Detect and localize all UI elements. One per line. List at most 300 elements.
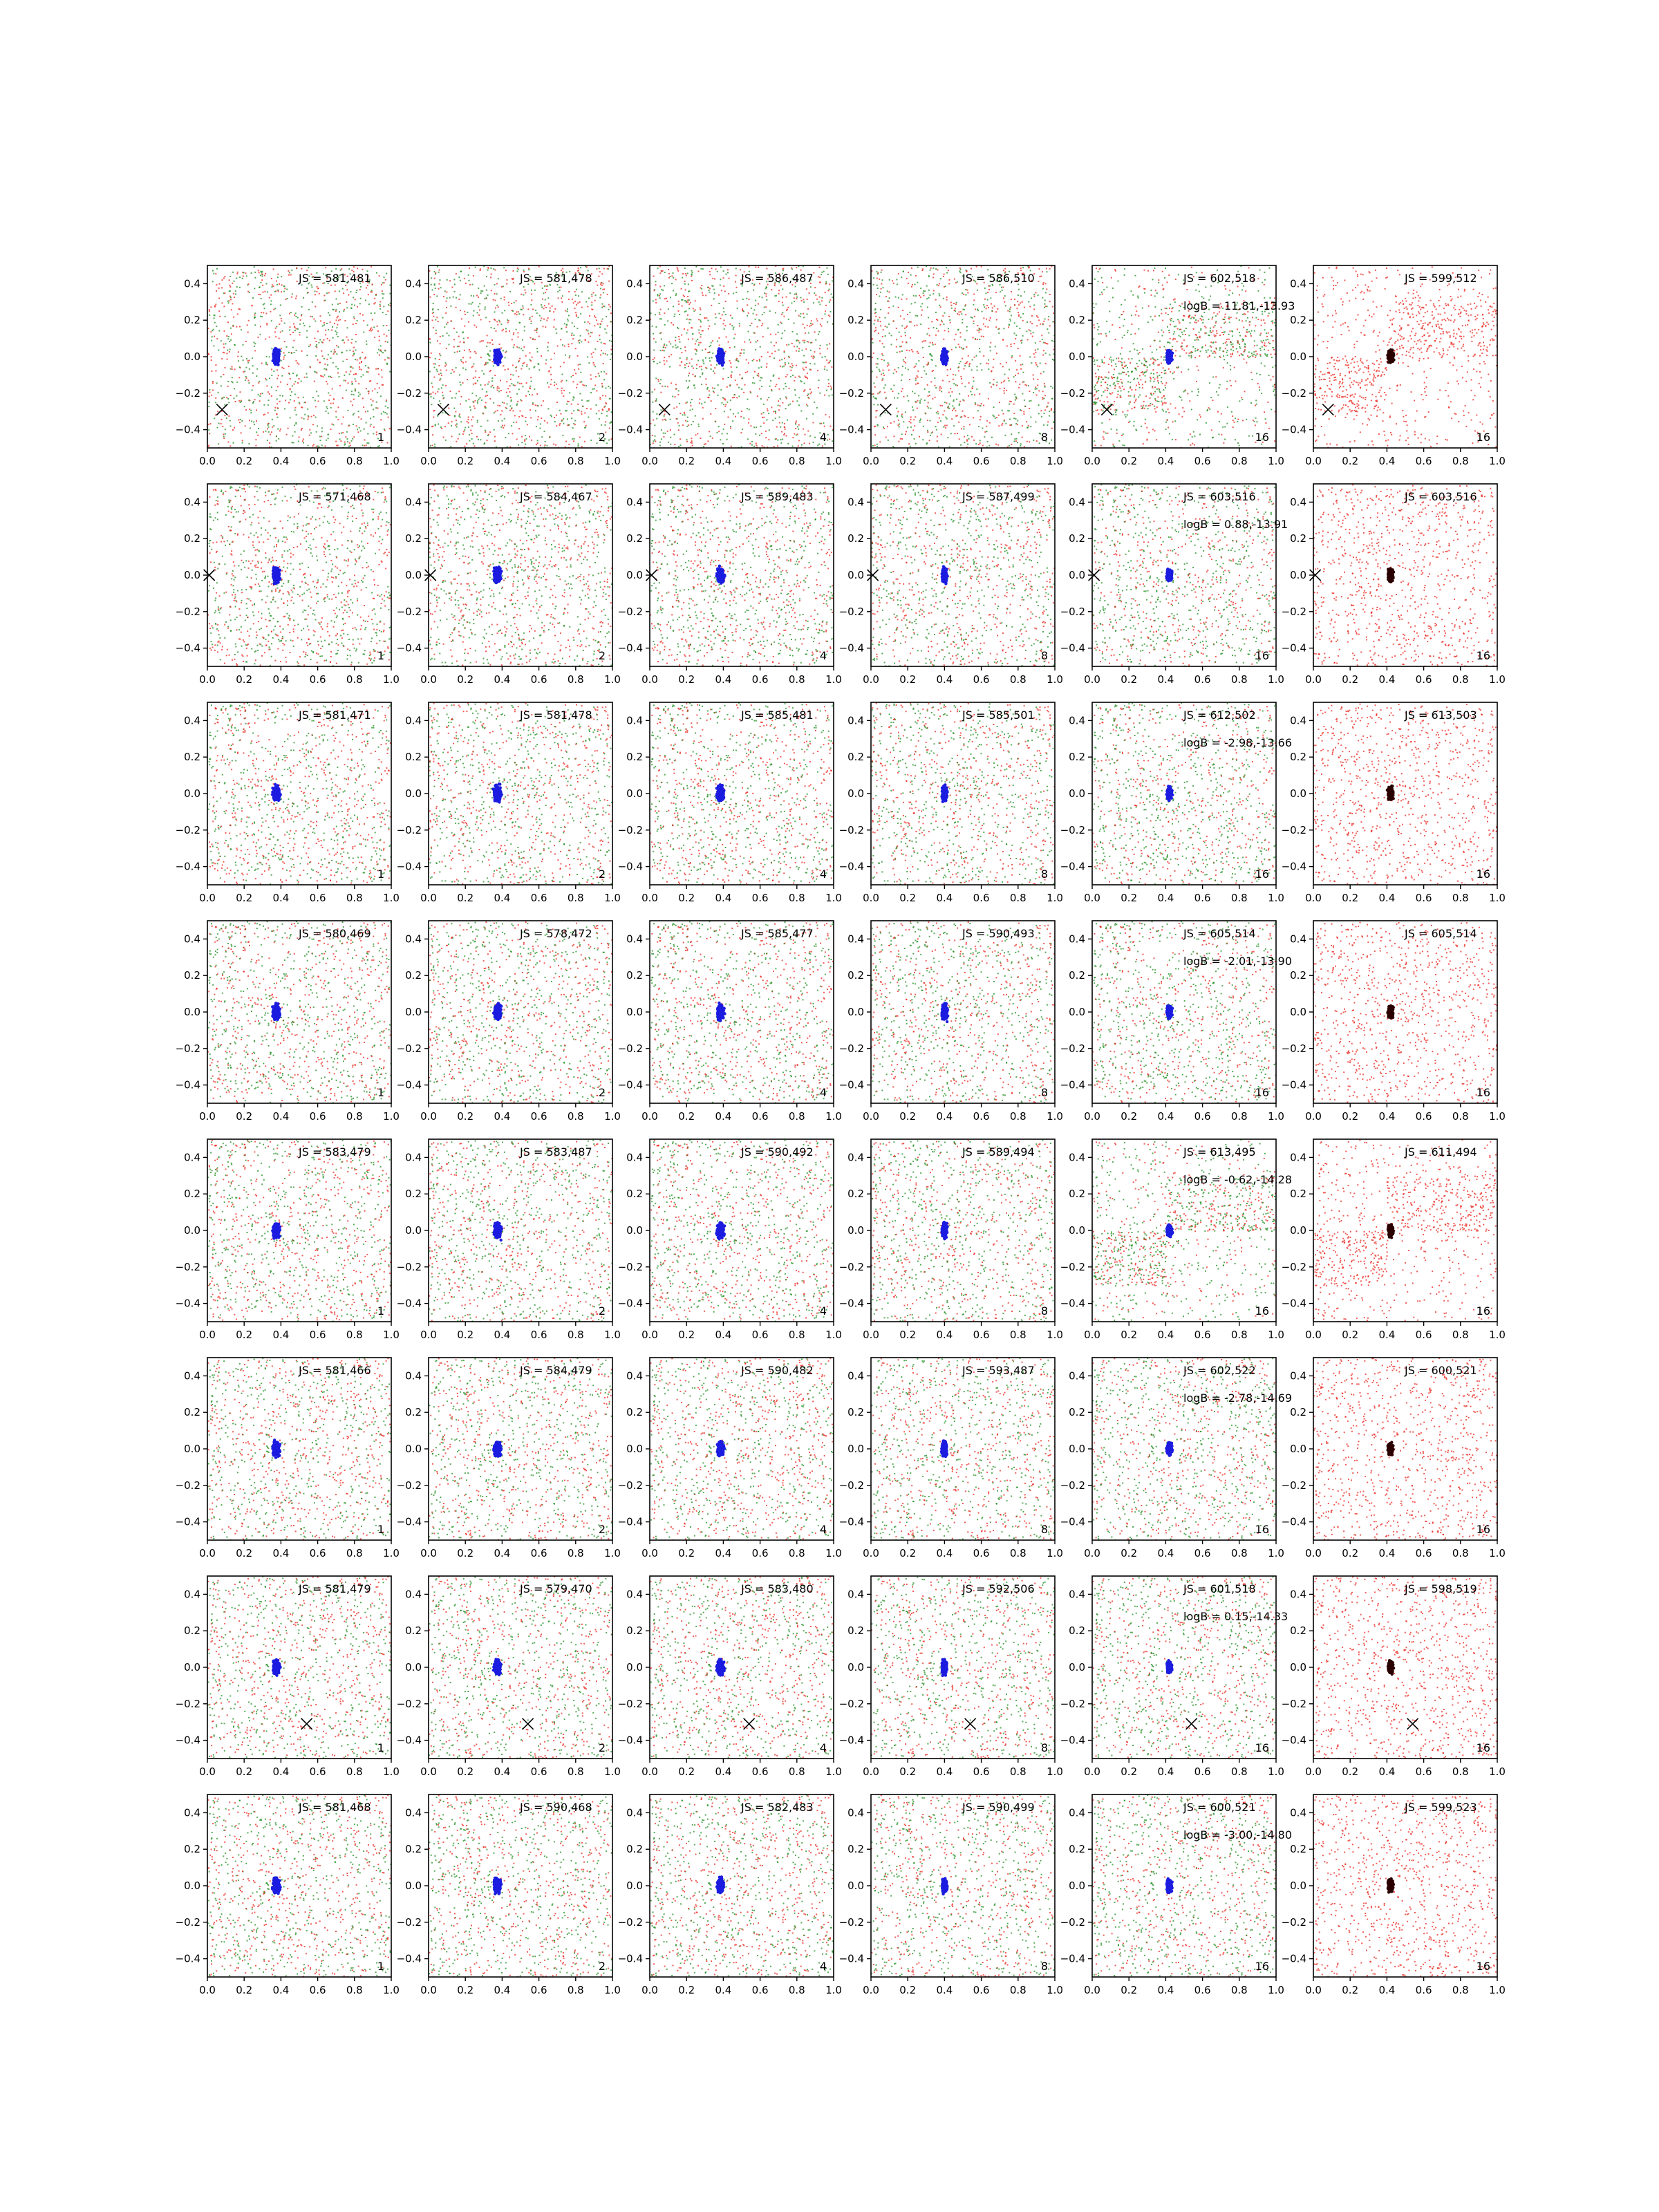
scatter-point — [317, 288, 319, 289]
scatter-point — [360, 298, 362, 299]
scatter-point — [317, 445, 319, 447]
scatter-point — [294, 315, 295, 316]
scatter-point — [359, 303, 361, 304]
scatter-point — [816, 299, 818, 300]
scatter-point — [280, 429, 281, 430]
scatter-point — [906, 350, 908, 351]
scatter-point — [706, 384, 707, 385]
scatter-point — [878, 332, 879, 334]
scatter-point — [236, 286, 238, 288]
subplot-r1-c3 — [618, 265, 842, 467]
scatter-point — [278, 291, 279, 292]
scatter-point — [1046, 268, 1047, 270]
scatter-point — [353, 347, 355, 348]
scatter-point — [881, 353, 883, 355]
scatter-point — [874, 434, 876, 435]
scatter-point — [576, 304, 577, 306]
scatter-point — [725, 314, 727, 315]
cluster-point — [274, 347, 276, 350]
scatter-point — [971, 268, 972, 270]
scatter-point — [806, 288, 807, 290]
scatter-point — [656, 398, 657, 400]
scatter-point — [517, 332, 518, 333]
scatter-point — [326, 359, 328, 360]
scatter-point — [875, 327, 877, 328]
scatter-point — [494, 270, 496, 271]
scatter-point — [209, 315, 210, 316]
scatter-point — [601, 424, 602, 426]
scatter-point — [374, 337, 375, 338]
scatter-point — [673, 324, 674, 326]
scatter-point — [762, 314, 763, 315]
scatter-point — [713, 289, 715, 290]
scatter-point — [1038, 268, 1040, 270]
scatter-point — [567, 424, 568, 426]
scatter-point — [529, 394, 530, 395]
scatter-point — [548, 386, 550, 388]
scatter-point — [877, 273, 879, 274]
scatter-point — [988, 285, 989, 287]
scatter-point — [273, 285, 274, 287]
scatter-point — [688, 303, 690, 305]
scatter-point — [382, 290, 383, 292]
scatter-point — [690, 405, 691, 406]
scatter-point — [530, 417, 532, 418]
scatter-point — [1022, 339, 1023, 341]
scatter-point — [798, 440, 800, 441]
scatter-point — [371, 404, 373, 406]
scatter-point — [683, 294, 684, 296]
scatter-point — [454, 283, 456, 285]
scatter-point — [686, 363, 688, 364]
scatter-point — [778, 378, 780, 379]
scatter-point — [309, 429, 310, 431]
scatter-point — [776, 427, 778, 428]
scatter-point — [795, 377, 796, 378]
scatter-point — [1027, 441, 1028, 442]
scatter-point — [827, 321, 828, 323]
scatter-point — [500, 348, 502, 349]
scatter-point — [565, 310, 566, 312]
scatter-point — [767, 400, 768, 401]
scatter-point — [288, 270, 289, 272]
scatter-point — [1044, 319, 1046, 320]
scatter-point — [277, 276, 279, 278]
scatter-point — [536, 312, 538, 314]
scatter-point — [333, 424, 335, 426]
scatter-point — [904, 328, 906, 329]
scatter-point — [731, 366, 732, 368]
scatter-point — [466, 443, 467, 444]
scatter-point — [755, 300, 756, 301]
scatter-point — [362, 444, 364, 446]
scatter-point — [290, 334, 291, 335]
scatter-point — [285, 400, 286, 401]
scatter-point — [776, 295, 777, 297]
scatter-point — [709, 357, 710, 359]
scatter-point — [791, 268, 793, 270]
scatter-point — [212, 336, 213, 337]
scatter-point — [471, 419, 472, 420]
scatter-point — [488, 268, 489, 269]
scatter-point — [384, 359, 386, 361]
scatter-point — [727, 402, 728, 403]
scatter-point — [537, 419, 538, 420]
scatter-point — [722, 315, 723, 316]
scatter-point — [1040, 324, 1041, 325]
scatter-point — [807, 314, 808, 315]
scatter-point — [803, 429, 804, 430]
scatter-point — [276, 326, 277, 327]
scatter-point — [221, 419, 223, 420]
scatter-point — [346, 431, 348, 433]
scatter-point — [245, 409, 247, 411]
scatter-point — [308, 267, 309, 268]
scatter-point — [500, 298, 502, 299]
scatter-point — [438, 388, 440, 390]
scatter-point — [360, 430, 362, 431]
scatter-point — [241, 420, 243, 422]
scatter-point — [462, 332, 463, 333]
scatter-point — [254, 350, 256, 351]
scatter-point — [901, 415, 902, 417]
scatter-point — [723, 277, 724, 279]
scatter-point — [313, 415, 315, 416]
scatter-point — [373, 326, 375, 328]
scatter-point — [238, 419, 239, 420]
scatter-point — [456, 367, 457, 368]
scatter-point — [1010, 344, 1011, 345]
scatter-point — [714, 373, 715, 374]
scatter-point — [372, 329, 373, 330]
scatter-point — [250, 427, 251, 429]
scatter-point — [481, 370, 482, 371]
scatter-point — [270, 311, 271, 312]
scatter-point — [532, 339, 534, 340]
scatter-point — [892, 446, 894, 447]
scatter-point — [773, 411, 774, 412]
scatter-point — [590, 378, 592, 379]
scatter-point — [1009, 404, 1010, 405]
scatter-point — [687, 273, 688, 274]
scatter-point — [790, 376, 791, 377]
scatter-point — [780, 442, 782, 444]
scatter-point — [703, 363, 704, 364]
scatter-point — [931, 321, 932, 322]
scatter-point — [912, 391, 913, 392]
scatter-point — [272, 284, 273, 285]
scatter-point — [212, 281, 214, 282]
scatter-point — [456, 307, 457, 308]
scatter-point — [875, 303, 877, 304]
scatter-point — [818, 334, 819, 335]
scatter-point — [909, 379, 910, 380]
scatter-point — [708, 440, 709, 442]
scatter-point — [806, 404, 807, 405]
scatter-point — [254, 266, 255, 268]
scatter-point — [484, 298, 485, 299]
scatter-point — [751, 444, 753, 446]
scatter-point — [919, 402, 921, 404]
scatter-point — [456, 297, 457, 299]
scatter-point — [816, 407, 818, 409]
scatter-point — [827, 348, 828, 349]
scatter-point — [315, 294, 316, 295]
scatter-point — [451, 320, 452, 321]
scatter-point — [702, 418, 704, 420]
scatter-point — [738, 387, 740, 388]
scatter-point — [516, 314, 518, 315]
scatter-point — [553, 326, 554, 328]
scatter-point — [241, 329, 242, 330]
scatter-point — [668, 273, 670, 274]
scatter-point — [910, 321, 912, 323]
scatter-point — [485, 308, 486, 310]
scatter-point — [1047, 328, 1048, 330]
scatter-point — [697, 271, 699, 272]
scatter-point — [341, 433, 342, 434]
scatter-point — [678, 390, 679, 391]
scatter-point — [262, 275, 263, 276]
scatter-point — [674, 444, 675, 445]
scatter-point — [575, 294, 577, 296]
scatter-point — [1044, 395, 1046, 396]
scatter-point — [814, 357, 815, 358]
scatter-point — [966, 330, 968, 331]
scatter-point — [659, 286, 661, 288]
scatter-point — [829, 343, 830, 344]
scatter-point — [252, 297, 254, 299]
scatter-point — [765, 437, 767, 438]
scatter-point — [691, 440, 693, 442]
scatter-point — [671, 322, 672, 324]
scatter-point — [702, 373, 703, 374]
scatter-point — [748, 418, 749, 420]
scatter-point — [595, 294, 597, 296]
scatter-point — [953, 383, 955, 384]
scatter-point — [896, 408, 897, 409]
scatter-point — [355, 341, 357, 342]
scatter-point — [517, 382, 518, 383]
scatter-point — [458, 346, 460, 347]
scatter-point — [599, 268, 600, 269]
scatter-point — [1043, 342, 1044, 344]
scatter-point — [998, 415, 1000, 416]
scatter-point — [699, 332, 700, 334]
scatter-point — [953, 303, 955, 304]
scatter-point — [433, 417, 434, 418]
scatter-point — [946, 297, 948, 298]
scatter-point — [720, 389, 722, 391]
scatter-point — [654, 439, 655, 440]
scatter-point — [678, 301, 679, 302]
scatter-point — [527, 391, 529, 392]
scatter-point — [478, 399, 480, 400]
scatter-point — [809, 435, 811, 437]
scatter-point — [1020, 409, 1021, 411]
scatter-point — [901, 350, 903, 352]
scatter-point — [328, 393, 329, 394]
scatter-point — [378, 349, 379, 350]
scatter-point — [724, 406, 726, 407]
scatter-point — [521, 383, 522, 384]
scatter-point — [464, 350, 465, 351]
scatter-point — [555, 444, 556, 446]
scatter-point — [686, 426, 688, 427]
scatter-point — [260, 275, 261, 276]
scatter-point — [286, 289, 288, 290]
scatter-point — [927, 420, 928, 421]
x-tick-label: 0.2 — [678, 455, 695, 467]
scatter-point — [778, 324, 779, 326]
scatter-point — [772, 420, 774, 421]
scatter-point — [939, 386, 941, 387]
scatter-point — [315, 355, 317, 357]
scatter-point — [218, 310, 220, 312]
scatter-point — [520, 400, 521, 401]
scatter-point — [756, 315, 758, 316]
scatter-point — [496, 387, 498, 388]
scatter-point — [748, 312, 749, 314]
scatter-point — [819, 276, 821, 278]
scatter-point — [250, 412, 252, 413]
scatter-point — [507, 319, 508, 321]
scatter-point — [210, 306, 212, 308]
x-tick-label: 0.0 — [199, 455, 216, 467]
scatter-point — [254, 272, 256, 273]
scatter-point — [328, 292, 330, 294]
scatter-point — [471, 425, 473, 427]
scatter-point — [753, 377, 754, 378]
scatter-point — [293, 324, 294, 325]
scatter-point — [278, 375, 279, 376]
scatter-point — [486, 346, 487, 347]
scatter-point — [497, 410, 498, 411]
scatter-point — [803, 301, 805, 303]
scatter-point — [265, 431, 266, 432]
scatter-point — [1018, 373, 1019, 374]
scatter-point — [912, 430, 914, 431]
scatter-point — [242, 442, 243, 444]
scatter-point — [822, 357, 823, 358]
scatter-point — [323, 376, 324, 377]
scatter-point — [324, 368, 325, 370]
scatter-point — [930, 270, 931, 271]
scatter-point — [825, 283, 827, 285]
scatter-point — [659, 297, 661, 299]
scatter-point — [244, 406, 245, 407]
scatter-point — [664, 345, 665, 346]
scatter-point — [270, 300, 272, 301]
scatter-point — [711, 400, 712, 402]
scatter-point — [1010, 320, 1011, 321]
scatter-point — [381, 284, 382, 285]
scatter-point — [789, 366, 791, 367]
scatter-point — [460, 384, 462, 386]
scatter-point — [826, 359, 827, 361]
scatter-point — [560, 366, 561, 367]
scatter-point — [247, 380, 249, 382]
scatter-point — [796, 350, 797, 352]
scatter-point — [573, 440, 574, 442]
scatter-point — [444, 366, 446, 367]
scatter-point — [1024, 406, 1026, 407]
scatter-point — [950, 433, 952, 434]
scatter-point — [673, 290, 674, 292]
scatter-point — [349, 374, 350, 375]
scatter-point — [252, 365, 254, 366]
scatter-point — [926, 373, 927, 375]
scatter-point — [810, 369, 812, 371]
scatter-point — [588, 321, 589, 323]
scatter-point — [799, 342, 800, 344]
scatter-point — [541, 418, 542, 419]
scatter-point — [690, 319, 691, 321]
scatter-point — [786, 435, 787, 437]
scatter-point — [365, 411, 366, 413]
scatter-point — [597, 442, 598, 444]
scatter-point — [665, 347, 666, 348]
scatter-point — [348, 446, 350, 447]
scatter-point — [755, 305, 756, 306]
scatter-point — [655, 299, 657, 301]
scatter-point — [675, 384, 677, 385]
scatter-point — [812, 357, 814, 359]
scatter-point — [700, 342, 702, 344]
scatter-point — [467, 312, 468, 313]
scatter-point — [453, 339, 455, 340]
scatter-point — [471, 295, 472, 297]
scatter-point — [431, 353, 432, 354]
scatter-point — [991, 303, 992, 305]
scatter-point — [959, 332, 961, 333]
scatter-point — [693, 308, 694, 309]
scatter-point — [463, 431, 465, 432]
scatter-point — [1036, 388, 1038, 389]
scatter-point — [348, 339, 349, 341]
scatter-point — [337, 317, 338, 319]
scatter-point — [261, 298, 262, 299]
scatter-point — [720, 318, 721, 319]
x-tick-label: 0.6 — [531, 455, 547, 467]
scatter-point — [213, 329, 214, 330]
scatter-point — [228, 442, 229, 443]
scatter-point — [915, 284, 916, 285]
scatter-point — [462, 368, 464, 369]
scatter-point — [556, 384, 557, 385]
scatter-point — [287, 298, 288, 299]
scatter-point — [794, 389, 796, 391]
scatter-point — [358, 383, 359, 384]
scatter-point — [990, 297, 991, 299]
scatter-point — [518, 376, 519, 377]
scatter-point — [353, 424, 354, 425]
scatter-point — [433, 303, 434, 304]
scatter-point — [901, 276, 902, 278]
scatter-point — [442, 317, 444, 319]
scatter-point — [915, 384, 917, 385]
scatter-point — [705, 367, 706, 368]
scatter-point — [505, 369, 506, 371]
scatter-point — [502, 330, 503, 331]
scatter-point — [361, 369, 362, 371]
scatter-point — [328, 400, 330, 401]
scatter-point — [1029, 356, 1031, 357]
scatter-point — [933, 327, 935, 328]
scatter-point — [590, 375, 592, 376]
scatter-point — [821, 274, 822, 275]
scatter-point — [958, 311, 959, 312]
